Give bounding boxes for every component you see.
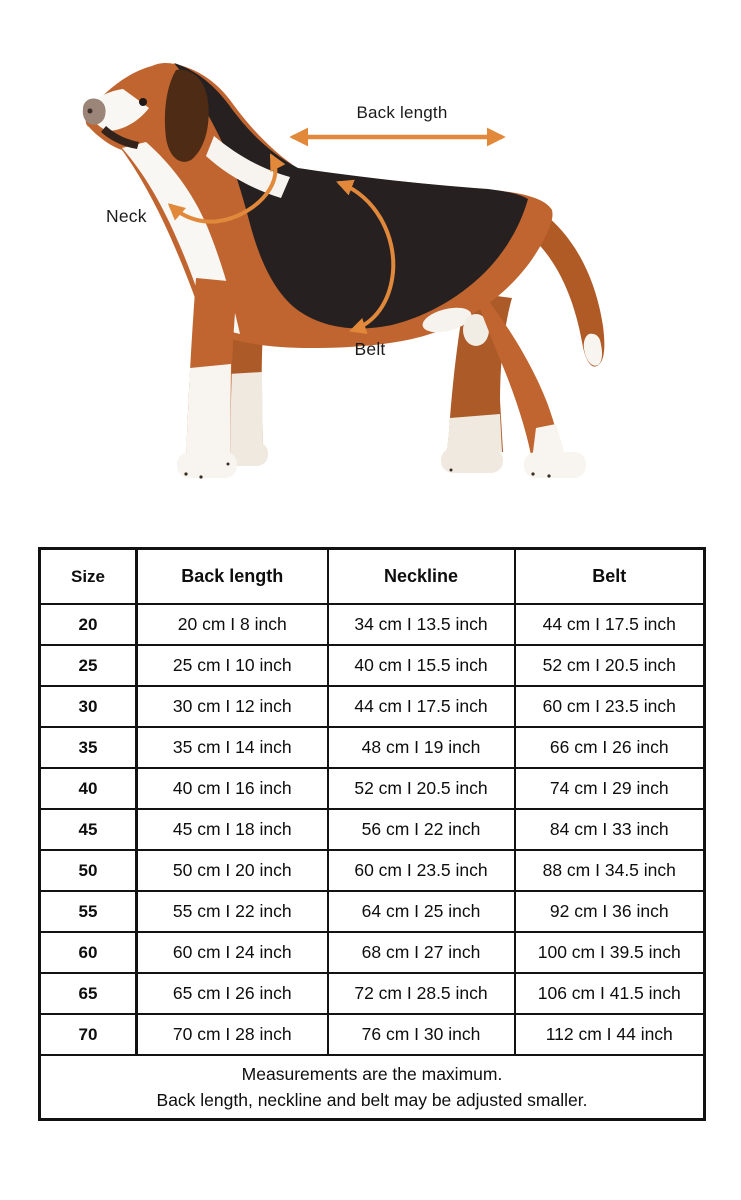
dog-illustration (83, 63, 605, 479)
belt-cell: 106 cm I 41.5 inch (515, 973, 705, 1014)
size-cell: 50 (40, 850, 137, 891)
belt-cell: 44 cm I 17.5 inch (515, 604, 705, 645)
neckline-cell: 40 cm I 15.5 inch (328, 645, 515, 686)
back-length-cell: 20 cm I 8 inch (137, 604, 328, 645)
dog-measurement-diagram (0, 0, 741, 540)
toenail-dot (531, 472, 534, 475)
back-length-cell: 70 cm I 28 inch (137, 1014, 328, 1055)
table-row (40, 645, 705, 686)
back-length-cell: 65 cm I 26 inch (137, 973, 328, 1014)
size-cell: 55 (40, 891, 137, 932)
toenail-dot (450, 469, 453, 472)
belt-cell: 66 cm I 26 inch (515, 727, 705, 768)
toenail-dot (199, 475, 202, 478)
dog-near-front-sock (186, 364, 231, 456)
size-cell: 65 (40, 973, 137, 1014)
neckline-cell: 56 cm I 22 inch (328, 809, 515, 850)
toenail-dot (547, 474, 550, 477)
back-length-cell: 25 cm I 10 inch (137, 645, 328, 686)
neckline-cell: 68 cm I 27 inch (328, 932, 515, 973)
size-cell: 40 (40, 768, 137, 809)
belt-cell: 74 cm I 29 inch (515, 768, 705, 809)
belt-label: Belt (354, 339, 386, 359)
back-length-cell: 60 cm I 24 inch (137, 932, 328, 973)
neckline-cell: 72 cm I 28.5 inch (328, 973, 515, 1014)
size-cell: 20 (40, 604, 137, 645)
table-row (40, 768, 705, 809)
dog-eye (139, 98, 147, 106)
footnote-line-2: Back length, neckline and belt may be adjusted smaller. (156, 1090, 588, 1110)
header-belt: Belt (515, 549, 705, 605)
neck-label: Neck (106, 206, 147, 226)
toenail-dot (184, 472, 187, 475)
header-row (40, 549, 705, 605)
size-cell: 45 (40, 809, 137, 850)
size-cell: 30 (40, 686, 137, 727)
neckline-cell: 34 cm I 13.5 inch (328, 604, 515, 645)
footnote-cell (40, 1055, 705, 1120)
toenail-dot (227, 463, 230, 466)
footnote-line-1: Measurements are the maximum. (241, 1064, 503, 1084)
table-row (40, 604, 705, 645)
belt-cell: 92 cm I 36 inch (515, 891, 705, 932)
dog-nose (83, 99, 106, 125)
table-row (40, 809, 705, 850)
size-cell: 70 (40, 1014, 137, 1055)
table-row (40, 686, 705, 727)
back-length-cell: 50 cm I 20 inch (137, 850, 328, 891)
back-length-cell: 45 cm I 18 inch (137, 809, 328, 850)
header-neckline: Neckline (328, 549, 515, 605)
size-cell: 25 (40, 645, 137, 686)
belt-cell: 52 cm I 20.5 inch (515, 645, 705, 686)
dog-tail-tip (584, 334, 602, 366)
back-length-cell: 30 cm I 12 inch (137, 686, 328, 727)
back-length-cell: 40 cm I 16 inch (137, 768, 328, 809)
table-row (40, 1014, 705, 1055)
size-cell: 35 (40, 727, 137, 768)
table-row (40, 891, 705, 932)
back-length-cell: 35 cm I 14 inch (137, 727, 328, 768)
size-chart-table (38, 547, 706, 1121)
table-row (40, 973, 705, 1014)
belt-cell: 60 cm I 23.5 inch (515, 686, 705, 727)
footnote-row (40, 1055, 705, 1120)
dog-far-rear-sock (447, 414, 502, 452)
belt-cell: 88 cm I 34.5 inch (515, 850, 705, 891)
table-row (40, 850, 705, 891)
back-length-label: Back length (356, 103, 448, 122)
table-row (40, 932, 705, 973)
neckline-cell: 48 cm I 19 inch (328, 727, 515, 768)
belt-cell: 84 cm I 33 inch (515, 809, 705, 850)
back-length-cell: 55 cm I 22 inch (137, 891, 328, 932)
header-back-length: Back length (137, 549, 328, 605)
neckline-cell: 60 cm I 23.5 inch (328, 850, 515, 891)
neckline-cell: 76 cm I 30 inch (328, 1014, 515, 1055)
belt-cell: 112 cm I 44 inch (515, 1014, 705, 1055)
header-size: Size (40, 549, 137, 605)
neckline-cell: 64 cm I 25 inch (328, 891, 515, 932)
table-row (40, 727, 705, 768)
size-cell: 60 (40, 932, 137, 973)
dog-nostril (88, 109, 93, 114)
neckline-cell: 52 cm I 20.5 inch (328, 768, 515, 809)
belt-cell: 100 cm I 39.5 inch (515, 932, 705, 973)
neckline-cell: 44 cm I 17.5 inch (328, 686, 515, 727)
